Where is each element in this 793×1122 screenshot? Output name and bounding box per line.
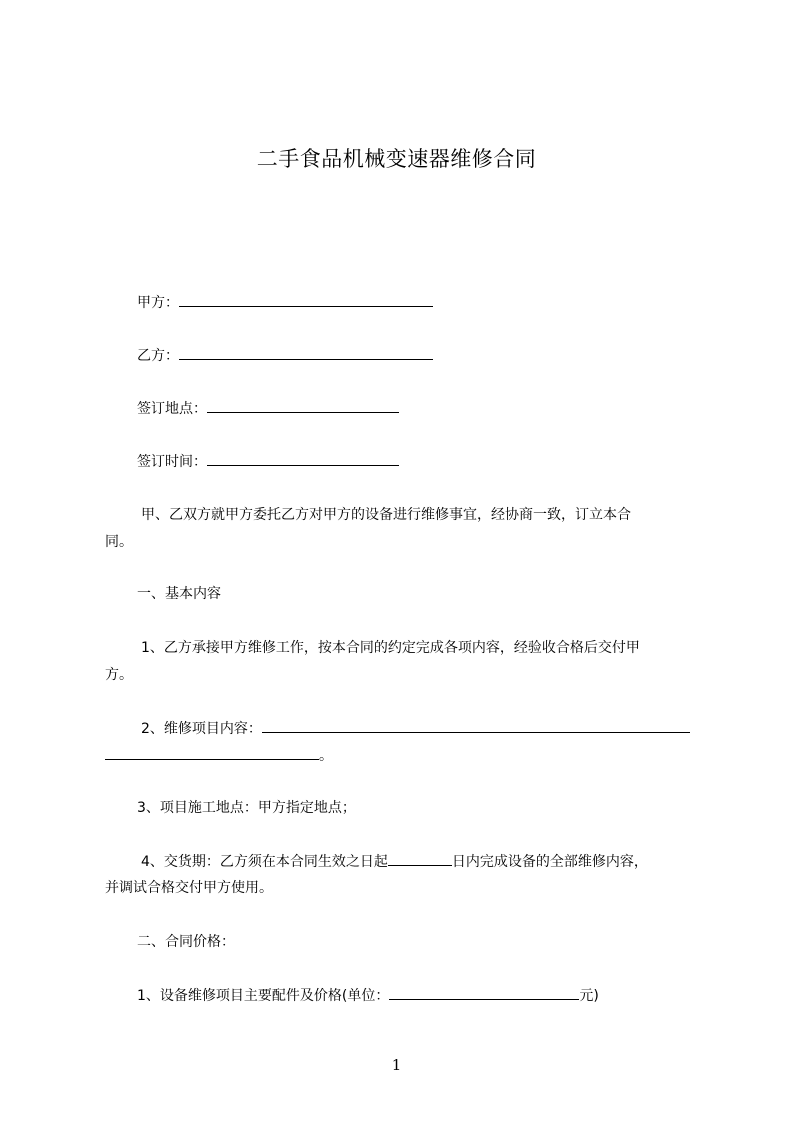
item3: 3、项目施工地点：甲方指定地点； — [137, 800, 356, 816]
item2-blank-1[interactable] — [262, 718, 690, 733]
party-a-blank[interactable] — [179, 292, 433, 307]
price-line — [137, 985, 599, 1006]
document-title: 二手食品机械变速器维修合同 — [256, 147, 537, 171]
item4-suffix: 日内完成设备的全部维修内容， — [451, 854, 648, 870]
item4-prefix: 4、交货期：乙方须在本合同生效之日起 — [141, 854, 388, 870]
party-b-blank[interactable] — [179, 345, 433, 360]
item2-label: 2、维修项目内容： — [141, 721, 262, 737]
intro-line-2: 同。 — [105, 534, 133, 550]
sign-time-line — [137, 451, 399, 472]
section2-heading: 二、合同价格： — [137, 934, 235, 950]
sign-time-blank[interactable] — [207, 451, 399, 466]
price-unit-blank[interactable] — [389, 985, 579, 1000]
intro-line-1: 甲、乙双方就甲方委托乙方对甲方的设备进行维修事宜，经协商一致，订立本合 — [141, 507, 631, 523]
item2-blank-2[interactable] — [105, 745, 319, 760]
item2-line-2 — [105, 745, 333, 766]
party-a-label: 甲方： — [137, 295, 179, 311]
item4-days-blank[interactable] — [388, 851, 452, 866]
sign-time-label: 签订时间： — [137, 454, 207, 470]
item1-line-2: 方。 — [105, 667, 133, 683]
item2-line-1 — [141, 718, 690, 739]
item4-line-2: 并调试合格交付甲方使用。 — [105, 880, 273, 896]
item2-end: 。 — [319, 748, 333, 764]
sign-place-blank[interactable] — [207, 398, 399, 413]
party-b-line — [137, 345, 433, 366]
price-prefix: 1、设备维修项目主要配件及价格(单位： — [137, 988, 390, 1004]
sign-place-label: 签订地点： — [137, 401, 207, 417]
party-a-line — [137, 292, 433, 313]
section1-heading: 一、基本内容 — [137, 586, 221, 602]
page-number: 1 — [391, 1056, 402, 1074]
party-b-label: 乙方： — [137, 348, 179, 364]
sign-place-line — [137, 398, 399, 419]
item4-line-1 — [141, 851, 648, 872]
price-suffix: 元) — [579, 988, 599, 1004]
item1-line-1: 1、乙方承接甲方维修工作，按本合同的约定完成各项内容，经验收合格后交付甲 — [141, 640, 640, 656]
